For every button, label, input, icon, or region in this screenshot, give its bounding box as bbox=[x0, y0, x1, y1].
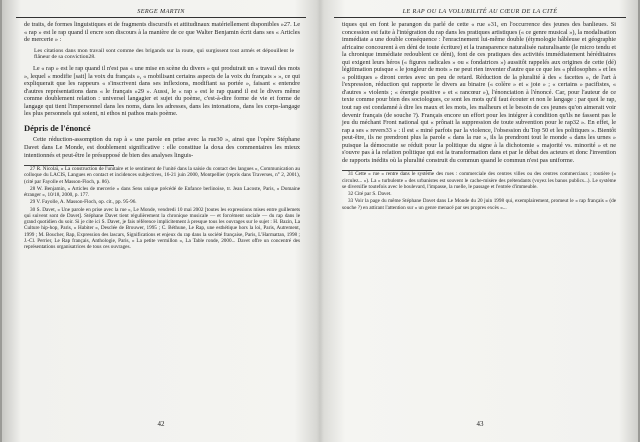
footnote: 32 Cité par S. Davet. bbox=[348, 191, 392, 198]
page-number: 43 bbox=[476, 420, 484, 428]
book-spread bbox=[2, 0, 638, 442]
section-title: Dépris de l'énoncé bbox=[24, 122, 91, 133]
footnote: 30 S. Davet, « Une parole en prise avec la rue », Le Monde, vendredi 10 mai 2002 [toutes les expressions mises entre guillemets qui suivent sont de Davet]. Stéphane Davet tient régulièrement la chronique musicale — et forcément sociale — du rap dans le grand quotidien du soir. Si je cite ici S. Davet, je fais référence implicitement à presque tous les ouvrages sur le sujet : H. Bazin, La Culture hip-hop, Paris, « Habiter », Desclée de Brouwer, 1995 ; C. Béthune, Le Rap, une esthétique hors la loi, Paris, Autrement, 1999 ; M. Boucher, Rap, Expression des lascars, Significations et enjeux du rap dans la société française, Paris, L'Harmattan, 1998 ; J.-Cl. Perrier, Le Rap français, Anthologie, Paris, « La petite vermillon », La Table ronde, 2000... Davet offre un concentré des représentations organisatrices de tous ces ouvrages. bbox=[24, 206, 300, 251]
running-head-right bbox=[334, 8, 626, 15]
footnote: 31 Cette « rue » rentre dans le système des rues : commerciale des centres villes ou des centres commerciaux ; routière (« circulez... »). La « turbulente » des urbanistes est souvent le cache-misère des prétendants (voyez les banos publics...). Le système se diversifie toutefois avec le boulevard, l'impasse, la ruelle, le passage et l'entrée d'immeuble. bbox=[342, 171, 616, 190]
running-head-left bbox=[16, 8, 306, 15]
paragraph: de traits, de formes linguistiques et de fragments discursifs et attitudinaux matériellement disponibles »27. Le « rap » est le rap quand il encre son discours à la manière de ce que Walter Benjamin écrit dans ses « Articles de mercerie » : bbox=[24, 21, 300, 44]
footnote: 29 V. Fayolle, A. Masson-Floch, op. cit., pp. 95-96. bbox=[30, 199, 137, 206]
footnotes bbox=[342, 171, 616, 211]
page-number: 42 bbox=[157, 420, 165, 428]
left-page bbox=[16, 0, 306, 442]
running-head-text: SERGE MARTIN bbox=[137, 8, 185, 15]
paragraph: Le « rap » est le rap quand il n'est pas « une mise en scène du divers » qui produirait un « travail des mots », lequel « modifie [sait] la voix du français », « mobilisant certains aspects de la voix du français » », ce qui expliquerait que les rappeurs « s'inscrivent dans ses inflexions, modifiant sa portée », faisant « entendre d'autres représentations dans « le français »29 ». Aussi, le « rap » est le rap quand il est le divers même comme doublement relation : universel langagier et sujet du poème, c'est-à-dire forme de vie et forme de langage qui tient l'impersonnel dans les noms, dans les adresses, dans les intonations, dans les corps-langage les plus personnels qui soient, ni ethos ni pathos mais poème. bbox=[24, 65, 300, 118]
header-rule bbox=[334, 17, 626, 18]
block-quote: Les citations dans mon travail sont comme des brigands sur la route, qui surgissent tout armés et dépouillent le flâneur de sa conviction28. bbox=[34, 47, 294, 61]
paragraph: Cette réduction-assomption du rap à « une parole en prise avec la rue30 », ainsi que l'opère Stéphane Davet dans Le Monde, est doublement significative : elle constitue la doxa des commentaires les mieux intentionnés et peut-être le présupposé de bien des analyses linguis- bbox=[24, 136, 300, 159]
right-page bbox=[334, 0, 626, 442]
footnotes bbox=[24, 166, 300, 250]
paragraph: tiques qui en font le parangon du parlé de cette « rue »31, en l'occurrence des jeunes des banlieues. Si concession est faite à l'intégration du rap dans les pratiques artistiques (« ce genre musical »), la modalisation immédiate a une double conséquence : l'enracinement lui-même double (étymologie hâbleuse et géographie africaine concourent à en déni de toute écriture) et la transparence naturalisée naturalisante (le micro tendu et la chronique immédiate redoublent ce déni), font de ces pratiques des activités immédiatement héréditaires qui exigent leurs héros (« figures radicales » ou « fondatrices ») aussitôt rappelés aux origines de cette (dé) légitimation puisque « le jongleur de mots » ne peut rien inventer d'autre que ce que les « philosophes » et les « politiques » diront certes avec un peu de retard. Réduction de la pluralité à des « facettes », de l'art à l'expression, réduction qui rapporte le divers au binaire (« colère » et « joie » ; « certains » pacifistes, « d'autres » violents ; « énergie positive » et « rancœur »), l'énonciation à l'énoncé. Car, pour l'auteur de ce texte comme pour bien des sociologues, ce sont les mots qu'il faut écouter et non le langage : par quoi le rap, tout rap est condamné à dire les maux et les mots, les malheurs et le besoin de ces jeunes qu'on aimerait voir devenir français (de souche ?). Français encore un effort pour les intégrer à condition qu'ils ne fassent pas le jeu du méchant Front national qui « prônait la suppression de toute subvention pour le rap32 ». En effet, le rap a ses « revers33 » : il est « miné parfois par la violence, l'obsession du Top 50 et les politiques ». Bientôt peut-être, ils ne prendront plus la parole « dans la rue », ils la prendront tout le monde « dans les urnes » puisque la démocratie se réduit pour la politique du signe à la dichotomie « majorité vs. minorité » et ne s'ouvre pas à la relation politique qui est la transformation dans et par le débat des acteurs et donc l'invention de rapports inédits où la pluralité construit du commun quand le commun n'est pas uniforme. bbox=[342, 21, 616, 164]
footnote: 28 W. Benjamin, « Articles de mercerie » dans Sens unique précédé de Enfance berlinoise, tr. Jean Lacoste, Paris, « Domaine étranger », 10/18, 2000, p. 177. bbox=[24, 185, 300, 199]
header-rule bbox=[16, 17, 306, 18]
running-head-text: LE RAP OU LA VOLUBILITÉ AU CŒUR DE LA CITÉ bbox=[402, 8, 558, 15]
footnote: 27 R. Nicolaï, « La construction de l'unitaire et le sentiment de l'unité dans la saisie du contact des langues », Communication au colloque du LACIS, Langues en contact et incidences subjectives, 16-21 juin 2000, Montpellier (repris dans Traverses, n° 2, 2001), (cité par Fayolle et Masson-Floch, p. 86). bbox=[24, 166, 300, 185]
right-column bbox=[342, 21, 616, 212]
left-column bbox=[24, 21, 300, 251]
footnote: 33 Voir la page du même Stéphane Davet dans Le Monde du 20 juin 1998 qui, exemplairement, promeut le « rap français » (de souche ?) en attirant l'attention sur « un genre menacé par ses propres excès »... bbox=[342, 198, 616, 211]
